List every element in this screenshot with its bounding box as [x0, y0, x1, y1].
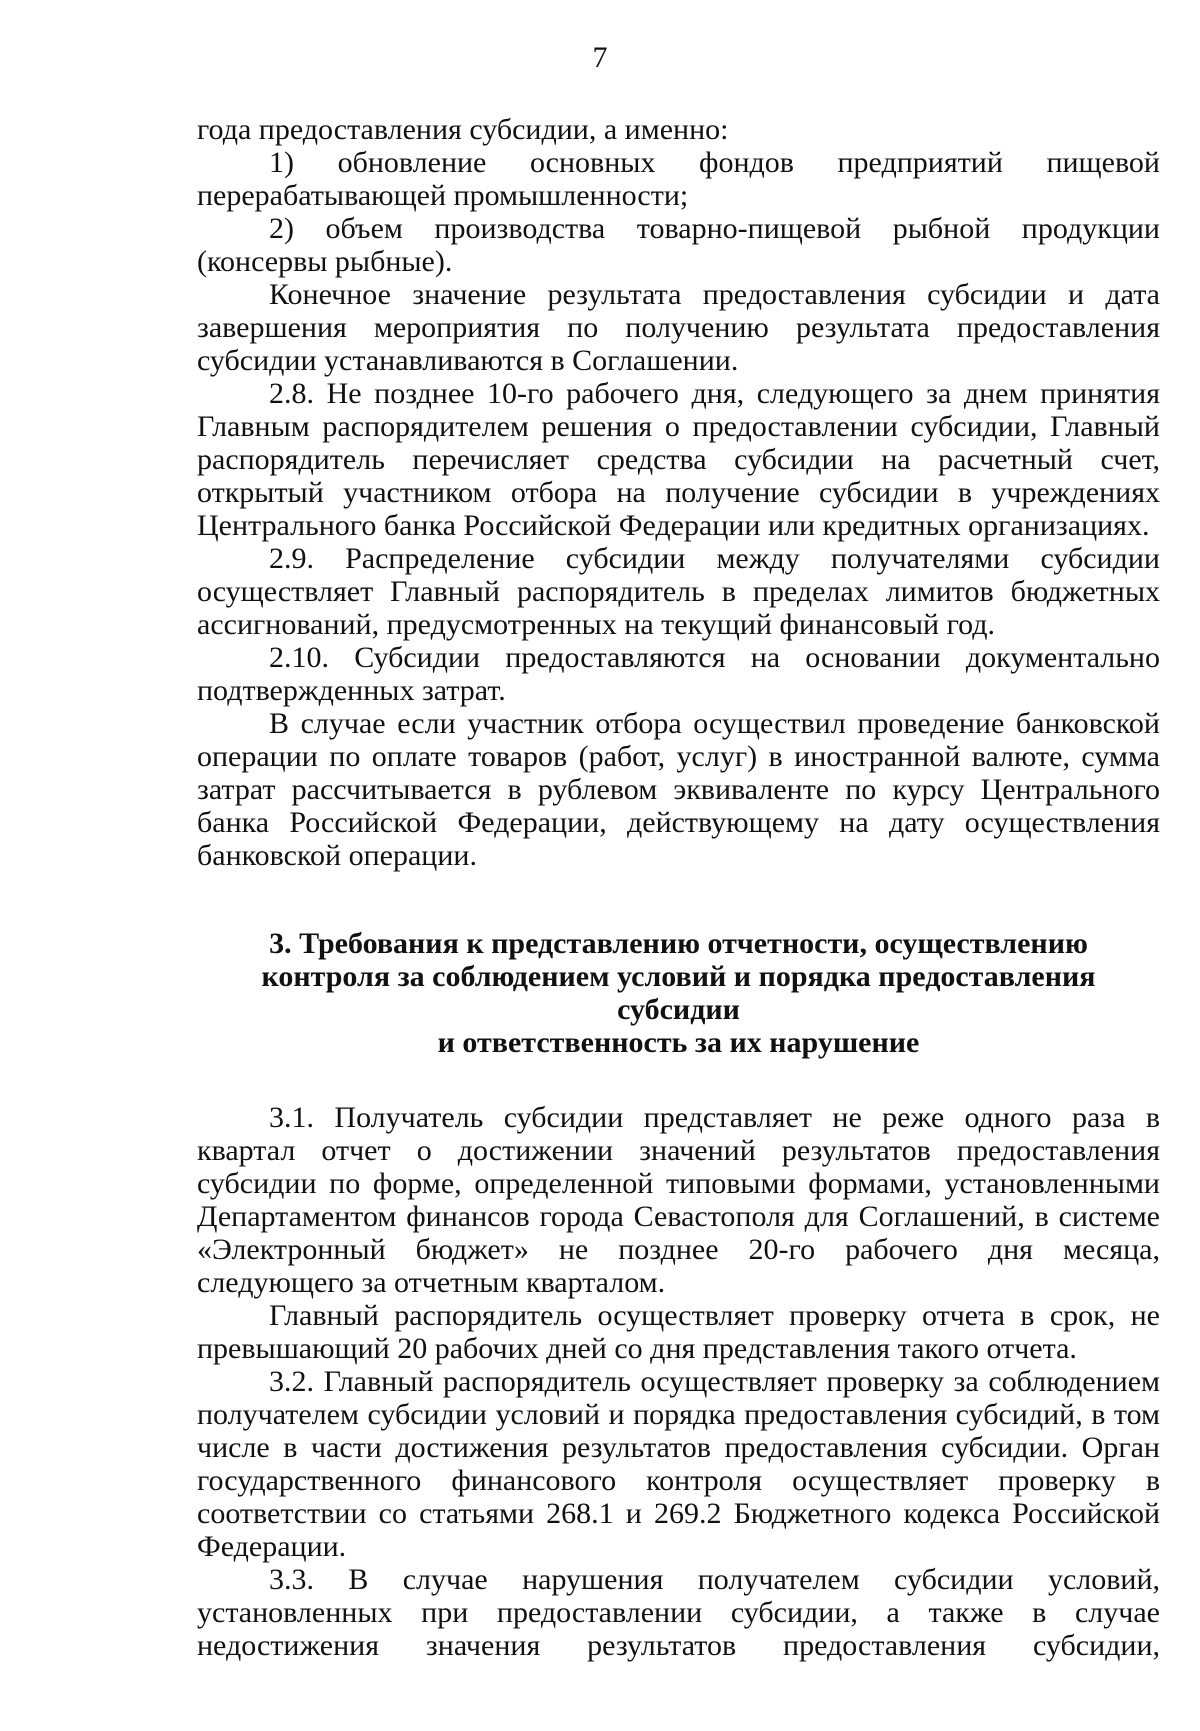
clause-3-2: 3.2. Главный распорядитель осуществляет проверку за соблюдением получателем субсидии условий и порядка предоставления субсидий, в том числе в части достижения результатов предоставления субсидии. Орган государственного финансового контроля осуществляет проверку в соответствии со статьями 268.1 и 269.2 Бюджетного кодекса Российской Федерации. — [197, 1365, 1160, 1563]
document-body — [197, 113, 1160, 1662]
section-heading — [197, 927, 1160, 1059]
paragraph: В случае если участник отбора осуществил проведение банковской операции по оплате товаров (работ, услуг) в иностранной валюте, сумма затрат рассчитывается в рублевом эквиваленте по курсу Центрального банка Российской Федерации, действующему на дату осуществления банковской операции. — [197, 707, 1160, 872]
section-heading-line: контроля за соблюдением условий и порядка предоставления субсидии — [261, 960, 1096, 1026]
clause-2-9: 2.9. Распределение субсидии между получателями субсидии осуществляет Главный распорядитель в пределах лимитов бюджетных ассигнований, предусмотренных на текущий финансовый год. — [197, 542, 1160, 641]
page-number: 7 — [592, 41, 608, 74]
section-heading-line: 3. Требования к представлению отчетности, осуществлению — [269, 927, 1088, 960]
paragraph: Конечное значение результата предоставления субсидии и дата завершения мероприятия по получению результата предоставления субсидии устанавливаются в Соглашении. — [197, 278, 1160, 377]
list-item: 1) обновление основных фондов предприятий пищевой перерабатывающей промышленности; — [197, 146, 1160, 212]
clause-3-1: 3.1. Получатель субсидии представляет не реже одного раза в квартал отчет о достижении значений результатов предоставления субсидии по форме, определенной типовыми формами, установленными Департаментом финансов города Севастополя для Соглашений, в системе «Электронный бюджет» не позднее 20-го рабочего дня месяца, следующего за отчетным кварталом. — [197, 1101, 1160, 1299]
spacer — [197, 1059, 1160, 1101]
section-heading-line: и ответственность за их нарушение — [437, 1026, 920, 1059]
clause-2-10: 2.10. Субсидии предоставляются на основании документально подтвержденных затрат. — [197, 641, 1160, 707]
spacer — [197, 872, 1160, 927]
clause-3-3: 3.3. В случае нарушения получателем субсидии условий, установленных при предоставлении субсидии, а также в случае недостижения значения результатов предоставления субсидии, — [197, 1563, 1160, 1662]
paragraph: года предоставления субсидии, а именно: — [197, 113, 729, 146]
paragraph: Главный распорядитель осуществляет проверку отчета в срок, не превышающий 20 рабочих дней со дня представления такого отчета. — [197, 1299, 1160, 1365]
clause-2-8: 2.8. Не позднее 10-го рабочего дня, следующего за днем принятия Главным распорядителем решения о предоставлении субсидии, Главный распорядитель перечисляет средства субсидии на расчетный счет, открытый участником отбора на получение субсидии в учреждениях Центрального банка Российской Федерации или кредитных организациях. — [197, 377, 1160, 542]
list-item: 2) объем производства товарно-пищевой рыбной продукции (консервы рыбные). — [197, 212, 1160, 278]
